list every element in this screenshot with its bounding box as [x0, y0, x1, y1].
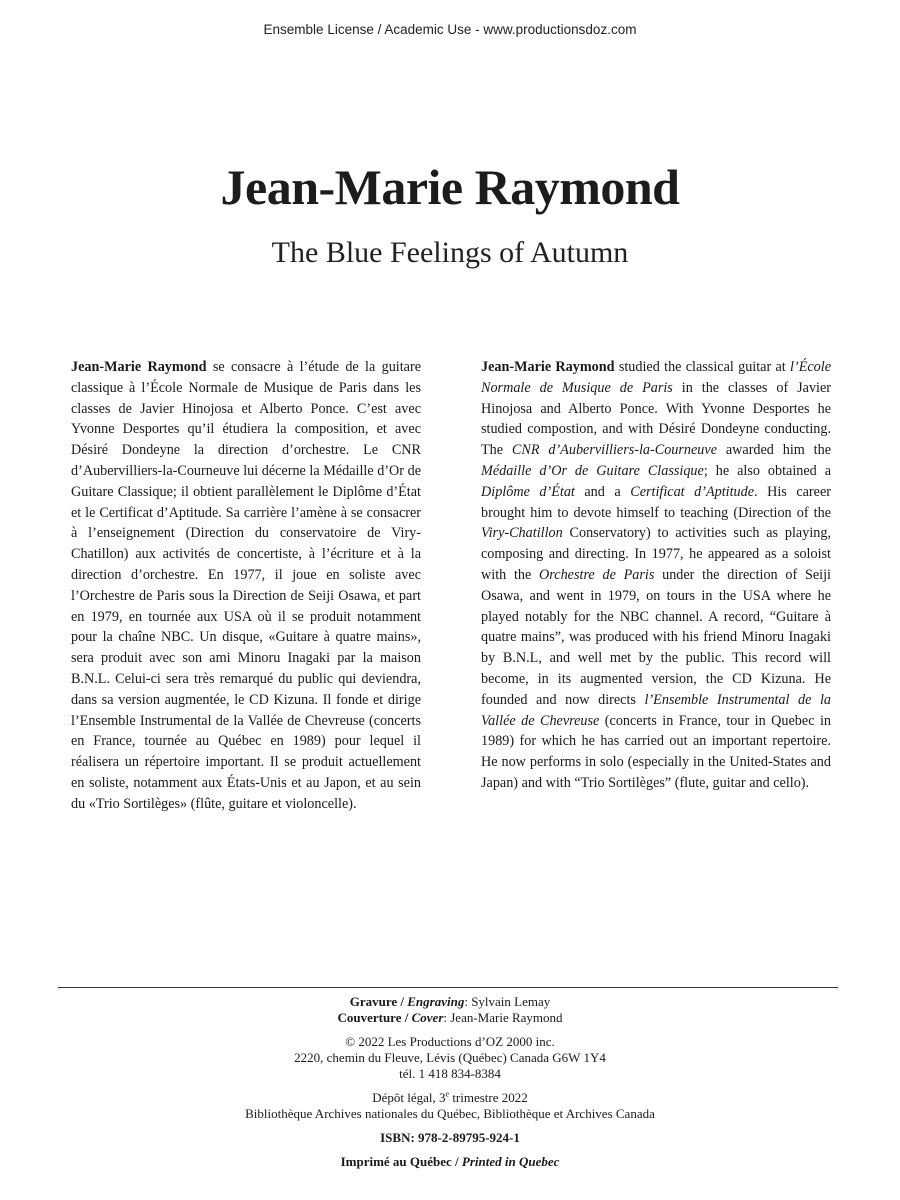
printed-line — [0, 1154, 900, 1170]
legal-deposit-a: Dépôt légal, 3 — [372, 1090, 446, 1105]
biography-english — [481, 357, 831, 794]
phone-line: tél. 1 418 834-8384 — [399, 1066, 501, 1081]
bio-en-italic: CNR d’Aubervilliers-la-Courneuve — [511, 442, 717, 459]
bio-en-text: studied the classical guitar at — [614, 359, 791, 375]
license-header: Ensemble License / Academic Use - www.productionsdoz.com — [263, 22, 637, 37]
library-line: Bibliothèque Archives nationales du Québec, Bibliothèque et Archives Canada — [245, 1106, 655, 1121]
bio-en-italic: Médaille d’Or de Guitare Classique — [481, 462, 704, 479]
engraving-name: : Sylvain Lemay — [464, 994, 551, 1009]
isbn-line — [0, 1130, 900, 1146]
bio-en-italic: l’École Normale de Musique de Paris — [481, 359, 831, 396]
isbn: ISBN: 978-2-89795-924-1 — [380, 1130, 520, 1145]
engraving-credit — [0, 994, 900, 1010]
bio-en-text: . His career brought him to devote himself to teaching (Direction of the — [481, 483, 831, 521]
bio-en-italic: Viry-Chatillon — [481, 525, 563, 542]
bio-en-italic: l’Ensemble Instrumental de la Vallée de Chevreuse — [481, 691, 831, 729]
bio-fr-paragraph — [71, 357, 421, 815]
work-title: The Blue Feelings of Autumn — [271, 236, 629, 269]
footer-divider — [58, 987, 838, 988]
bio-fr-text: se consacre à l’étude de la guitare classique à l’École Normale de Musique de Paris dans les classes de Javier Hinojosa et Alberto Ponce. C’est avec Yvonne Desportes qu’il étudiera la composition, et avec Désiré Dondeyne la direction d’orchestre. Le CNR d’Aubervilliers-la-Courneuve lui décerne la Médaille d’Or de Guitare Classique; il obtient parallèlement le Diplôme d’État et le Certificat d’Aptitude. Sa carrière l’amène à se consacrer à l’enseignement (Direction du conservatoire de Viry-Chatillon) aux activités de concertiste, à l’écriture et à la direction d’orchestre. En 1977, il joue en soliste avec l’Orchestre de Paris sous la Direction de Seiji Osawa, et part en 1979, en tournée aux USA où il se produit notamment pour la chaîne NBC. Un disque, «Guitare à quatre mains», sera produit avec son ami Minoru Inagaki par la maison B.N.L. Celui-ci sera très remarqué du public qui deviendra, dans sa version augmentée, le CD Kizuna. Il fonde et dirige l’Ensemble Instrumental de la Vallée de Chevreuse (concerts en France, tournée au Québec en 1989) pour lequel il réalisera un répertoire important. Il se produit actuellement en soliste, notamment aux États-Unis et au Japon, et au sein du «Trio Sortilèges» (flûte, guitare et violoncelle). — [71, 359, 421, 812]
legal-deposit-line — [0, 1090, 900, 1106]
printed-fr: Imprimé au Québec / — [340, 1154, 462, 1169]
engraving-label: Gravure / — [349, 994, 408, 1009]
bio-en-text: in the classes of Javier Hinojosa and Alberto Ponce. With Yvonne Desportes he studied compostion, and with Désiré Dondeyne conducting. The — [481, 379, 832, 459]
printed-en: Printed in Quebec — [461, 1154, 560, 1169]
bio-en-text: ; he also obtained a — [703, 462, 832, 479]
credits-block — [0, 994, 900, 1170]
copyright-line: © 2022 Les Productions d’OZ 2000 inc. — [345, 1034, 555, 1049]
cover-label: Couverture / — [337, 1010, 412, 1025]
bio-en-text: Conservatory) to activities such as playing, composing and directing. In 1977, he appeared as a soloist with the — [481, 525, 831, 583]
biography-french — [71, 357, 421, 815]
bio-en-italic: Diplôme d’État — [481, 483, 575, 500]
bio-fr-name: Jean-Marie Raymond — [71, 359, 207, 375]
cover-label-en: Cover — [411, 1010, 444, 1025]
cover-credit — [0, 1010, 900, 1026]
address-line: 2220, chemin du Fleuve, Lévis (Québec) Canada G6W 1Y4 — [294, 1050, 606, 1065]
bio-en-name: Jean-Marie Raymond — [481, 359, 615, 375]
bio-en-text: and a — [574, 483, 631, 500]
bio-en-italic: Orchestre de Paris — [539, 566, 655, 583]
legal-deposit-sup: e — [445, 1089, 450, 1099]
bio-en-text: under the direction of Seiji Osawa, and went in 1979, on tours in the USA where he played notably for the NBC channel. A record, “Guitare à quatre mains”, was produced with his friend Minoru Inagaki by B.N.L, and well met by the public. This record will become, in its augmented version, the CD Kizuna. He founded and now directs — [481, 566, 831, 708]
bio-en-text: awarded him the — [717, 442, 832, 459]
bio-en-text: (concerts in France, tour in Quebec in 1989) for which he has carried out an important repertoire. He now performs in solo (especially in the United-States and Japan) and with “Trio Sortilèges” (flute, guitar and cello). — [481, 712, 831, 791]
bio-en-italic: Certificat d’Aptitude — [630, 483, 755, 500]
bio-en-paragraph — [481, 357, 831, 794]
engraving-label-en: Engraving — [407, 994, 465, 1009]
composer-name: Jean-Marie Raymond — [220, 159, 680, 215]
cover-name: : Jean-Marie Raymond — [443, 1010, 563, 1025]
legal-deposit-b: trimestre 2022 — [449, 1090, 528, 1105]
